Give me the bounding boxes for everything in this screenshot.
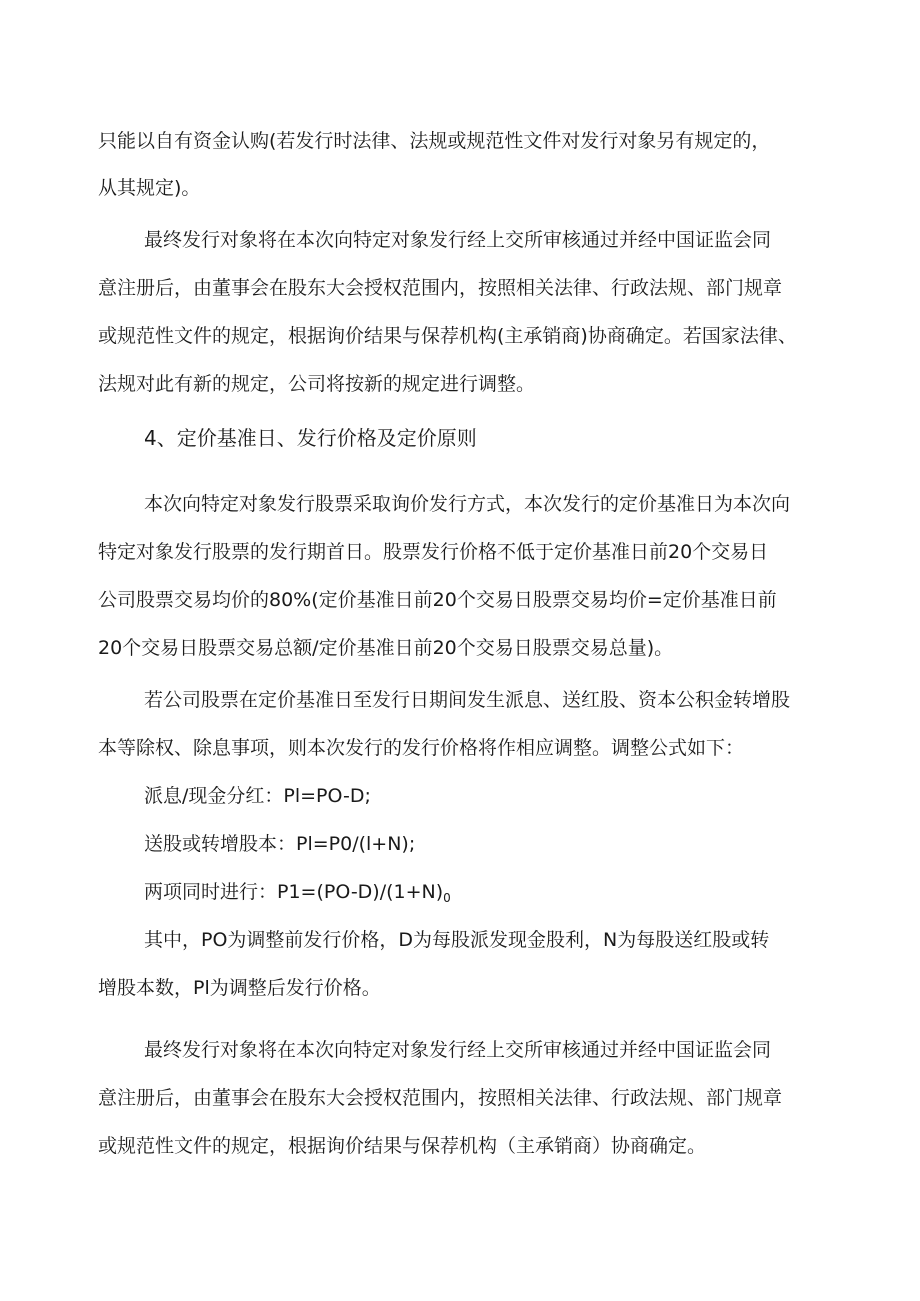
paragraph-line: 增股本数，Pl为调整后发行价格。 <box>98 977 381 999</box>
paragraph-line: 若公司股票在定价基准日至发行日期间发生派息、送红股、资本公积金转增股 <box>144 689 791 711</box>
paragraph-line: 20个交易日股票交易总额/定价基准日前20个交易日股票交易总量)。 <box>98 637 674 659</box>
formula-subscript: 0 <box>443 891 451 905</box>
formula-line <box>144 879 451 905</box>
paragraph-line: 特定对象发行股票的发行期首日。股票发行价格不低于定价基准日前20个交易日 <box>98 541 769 563</box>
section-heading: 4、定价基准日、发行价格及定价原则 <box>144 426 477 450</box>
paragraph-line: 其中，PO为调整前发行价格，D为每股派发现金股利，N为每股送红股或转 <box>144 929 770 951</box>
formula-text: 两项同时进行：P1=(PO-D)/(1+N) <box>144 881 444 903</box>
paragraph-line: 或规范性文件的规定，根据询价结果与保荐机构（主承销商）协商确定。 <box>98 1135 707 1157</box>
formula-line: 送股或转增股本：Pl=P0/(l+N); <box>144 833 416 855</box>
paragraph-line: 意注册后，由董事会在股东大会授权范围内，按照相关法律、行政法规、部门规章 <box>98 1087 783 1109</box>
paragraph-line: 意注册后，由董事会在股东大会授权范围内，按照相关法律、行政法规、部门规章 <box>98 277 783 299</box>
paragraph-line: 或规范性文件的规定，根据询价结果与保荐机构(主承销商)协商确定。若国家法律、 <box>98 325 797 347</box>
paragraph-line: 公司股票交易均价的80%(定价基准日前20个交易日股票交易均价=定价基准日前 <box>98 589 777 611</box>
paragraph-line: 从其规定)。 <box>98 177 201 199</box>
paragraph-line: 最终发行对象将在本次向特定对象发行经上交所审核通过并经中国证监会同 <box>144 229 772 251</box>
formula-line: 派息/现金分红：Pl=PO-D; <box>144 785 371 807</box>
paragraph-line: 本次向特定对象发行股票采取询价发行方式，本次发行的定价基准日为本次向 <box>144 493 791 515</box>
paragraph-line: 本等除权、除息事项，则本次发行的发行价格将作相应调整。调整公式如下： <box>98 737 745 759</box>
paragraph-line: 法规对此有新的规定，公司将按新的规定进行调整。 <box>98 373 536 395</box>
paragraph-line: 最终发行对象将在本次向特定对象发行经上交所审核通过并经中国证监会同 <box>144 1039 772 1061</box>
paragraph-line: 只能以自有资金认购(若发行时法律、法规或规范性文件对发行对象另有规定的， <box>98 130 771 152</box>
